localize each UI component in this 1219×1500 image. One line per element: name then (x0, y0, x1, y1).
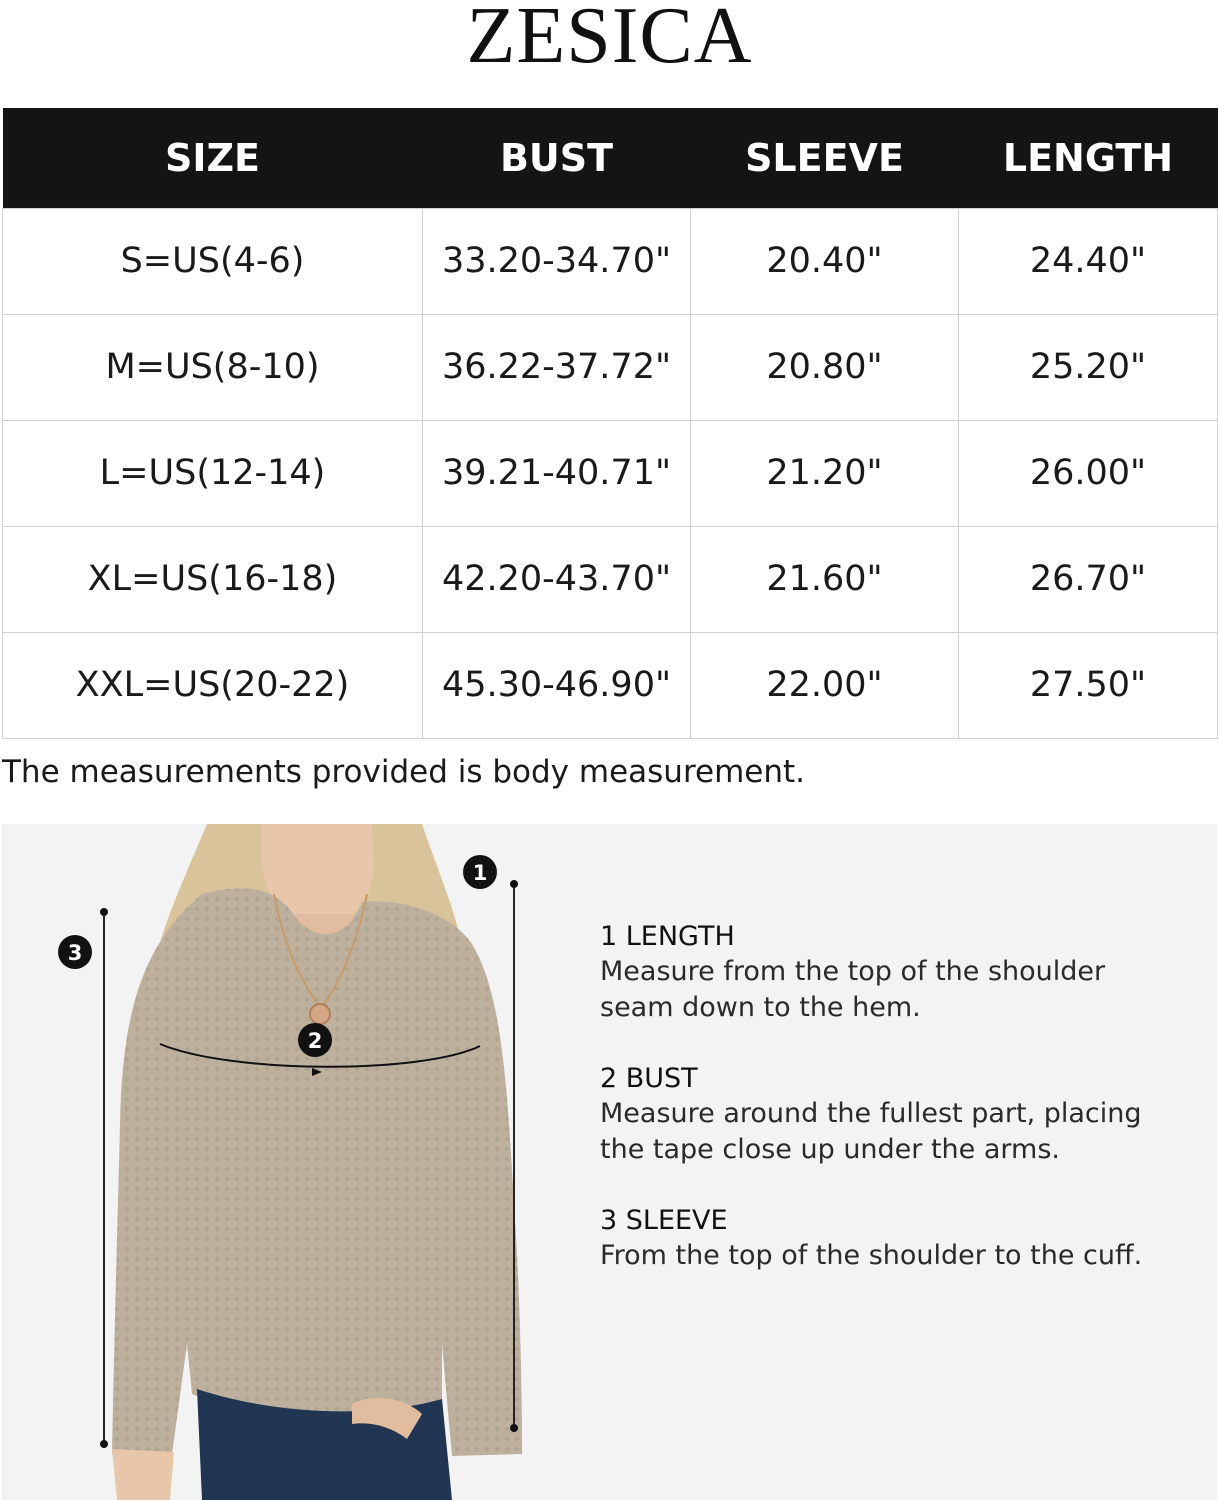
instruction-title: 3 SLEEVE (600, 1205, 728, 1236)
cell-size: L=US(12-14) (3, 420, 423, 526)
sweater-texture (112, 888, 522, 1456)
table-header-row (3, 108, 1218, 208)
cell-length: 26.00" (959, 420, 1218, 526)
instruction-title: 1 LENGTH (600, 921, 735, 952)
size-chart-table (2, 108, 1218, 739)
measurement-note: The measurements provided is body measurement. (2, 754, 806, 790)
instruction-desc: Measure from the top of the shoulder (600, 956, 1106, 987)
cell-sleeve: 22.00" (691, 632, 959, 738)
instruction-bust (600, 1062, 1200, 1168)
marker-length (463, 855, 497, 889)
instruction-desc: Measure around the fullest part, placing (600, 1098, 1142, 1129)
model-illustration (2, 824, 562, 1500)
instruction-desc: From the top of the shoulder to the cuff. (600, 1240, 1143, 1271)
instruction-desc: the tape close up under the arms. (600, 1134, 1060, 1165)
hand-shape (112, 1449, 174, 1500)
marker-sleeve (58, 935, 92, 969)
svg-text:1: 1 (472, 861, 488, 885)
cell-sleeve: 20.40" (691, 208, 959, 314)
cell-size: M=US(8-10) (3, 314, 423, 420)
svg-text:2: 2 (307, 1029, 323, 1053)
brand-logo: ZESICA (466, 0, 753, 80)
table-row (3, 632, 1218, 738)
measurement-guide (2, 824, 1217, 1500)
cell-size: S=US(4-6) (3, 208, 423, 314)
cell-sleeve: 21.20" (691, 420, 959, 526)
cell-bust: 45.30-46.90" (423, 632, 691, 738)
cell-size: XL=US(16-18) (3, 526, 423, 632)
instruction-title: 2 BUST (600, 1063, 698, 1094)
instruction-desc: seam down to the hem. (600, 992, 921, 1023)
cell-length: 24.40" (959, 208, 1218, 314)
measurement-instructions (600, 920, 1200, 1310)
marker-bust (298, 1023, 332, 1057)
table-row (3, 420, 1218, 526)
table-row (3, 314, 1218, 420)
svg-text:3: 3 (67, 941, 83, 965)
table-row (3, 208, 1218, 314)
instruction-length (600, 920, 1200, 1026)
cell-length: 27.50" (959, 632, 1218, 738)
header-size: SIZE (3, 108, 423, 208)
instruction-sleeve (600, 1204, 1200, 1274)
cell-bust: 36.22-37.72" (423, 314, 691, 420)
table-row (3, 526, 1218, 632)
cell-bust: 42.20-43.70" (423, 526, 691, 632)
cell-bust: 33.20-34.70" (423, 208, 691, 314)
cell-length: 25.20" (959, 314, 1218, 420)
cell-length: 26.70" (959, 526, 1218, 632)
cell-size: XXL=US(20-22) (3, 632, 423, 738)
cell-sleeve: 21.60" (691, 526, 959, 632)
cell-bust: 39.21-40.71" (423, 420, 691, 526)
header-bust: BUST (423, 108, 691, 208)
header-length: LENGTH (959, 108, 1218, 208)
cell-sleeve: 20.80" (691, 314, 959, 420)
header-sleeve: SLEEVE (691, 108, 959, 208)
pendant (310, 1004, 330, 1024)
